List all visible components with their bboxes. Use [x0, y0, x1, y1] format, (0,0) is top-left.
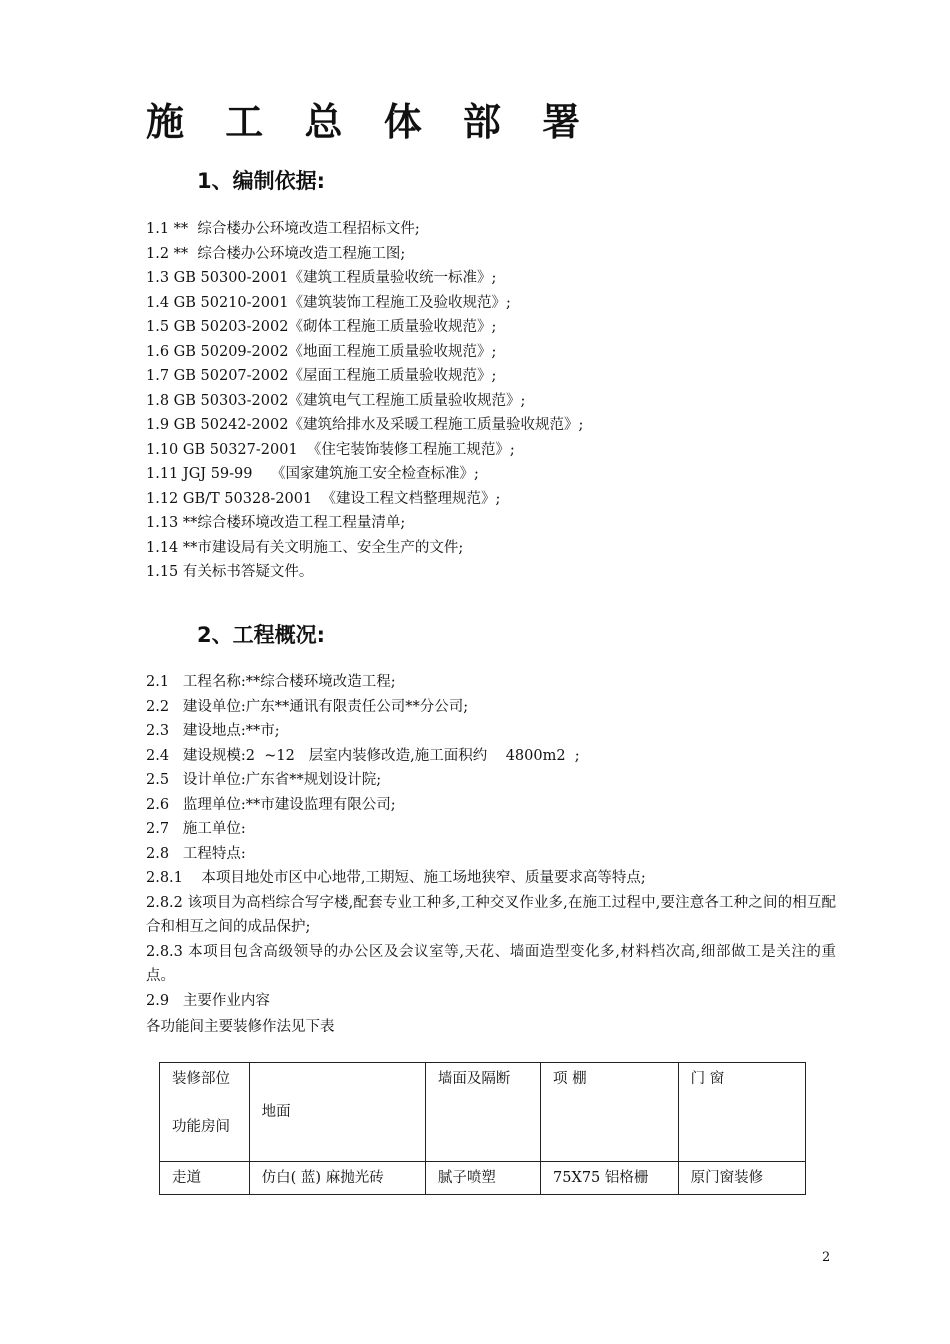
- page-title: 施 工 总 体 部 署: [146, 99, 595, 144]
- cell-door: 原门窗装修: [678, 1162, 805, 1195]
- list-item: 2.5 设计单位:广东省**规划设计院;: [146, 772, 382, 788]
- basis-list: [146, 217, 836, 585]
- list-item: 2.9 主要作业内容: [146, 992, 270, 1009]
- list-item: 1.4 GB 50210-2001《建筑装饰工程施工及验收规范》;: [146, 294, 511, 311]
- table-row: [160, 1162, 806, 1195]
- list-item: 1.14 **市建设局有关文明施工、安全生产的文件;: [146, 539, 464, 556]
- list-item: 1.7 GB 50207-2002《屋面工程施工质量验收规范》;: [146, 368, 497, 384]
- section-heading-basis: 1、编制依据:: [197, 169, 326, 193]
- cell-floor: 仿白( 蓝) 麻抛光砖: [249, 1162, 425, 1195]
- list-item: 1.5 GB 50203-2002《砌体工程施工质量验收规范》;: [146, 319, 497, 335]
- list-item: 2.1 工程名称:**综合楼环境改造工程;: [146, 674, 396, 690]
- list-item: 1.9 GB 50242-2002《建筑给排水及采暖工程施工质量验收规范》;: [146, 417, 584, 433]
- list-item: 1.8 GB 50303-2002《建筑电气工程施工质量验收规范》;: [146, 392, 526, 409]
- list-item: 1.13 **综合楼环境改造工程工程量清单;: [146, 515, 406, 531]
- list-item: 1.1 ** 综合楼办公环境改造工程招标文件;: [146, 221, 420, 237]
- cell-ceiling: 75X75 铝格栅: [541, 1162, 679, 1195]
- header-room-label: 功能房间: [172, 1119, 230, 1135]
- table-intro: 各功能间主要装修作法见下表: [146, 1019, 335, 1035]
- list-item: 2.8.3 本项目包含高级领导的办公区及会议室等,天花、墙面造型变化多,材料档次高,细部做工是关注的重点。: [146, 943, 836, 984]
- list-item: 1.12 GB/T 50328-2001 《建设工程文档整理规范》;: [146, 490, 501, 507]
- list-item: 2.6 监理单位:**市建设监理有限公司;: [146, 796, 396, 813]
- section-heading-overview: 2、工程概况:: [197, 623, 326, 647]
- list-item: 2.3 建设地点:**市;: [146, 723, 280, 739]
- table-header-row: [160, 1063, 806, 1162]
- list-item: 1.15 有关标书答疑文件。: [146, 564, 314, 580]
- decoration-table: [159, 1062, 806, 1195]
- list-item: 2.4 建设规模:2 ~12 层室内装修改造,施工面积约 4800m2 ;: [146, 747, 580, 764]
- list-item: 1.6 GB 50209-2002《地面工程施工质量验收规范》;: [146, 343, 497, 360]
- cell-wall: 腻子喷塑: [425, 1162, 540, 1195]
- list-item: 2.8 工程特点:: [146, 845, 246, 862]
- list-item: 1.10 GB 50327-2001 《住宅装饰装修工程施工规范》;: [146, 441, 515, 458]
- cell-room: 走道: [160, 1162, 250, 1195]
- header-ceiling: 项 棚: [541, 1063, 679, 1162]
- header-diagonal-cell: [160, 1063, 250, 1162]
- page-number: 2: [822, 1250, 831, 1265]
- list-item: 1.3 GB 50300-2001《建筑工程质量验收统一标准》;: [146, 270, 497, 286]
- list-item: 1.11 JGJ 59-99 《国家建筑施工安全检查标准》;: [146, 466, 479, 482]
- header-wall: 墙面及隔断: [425, 1063, 540, 1162]
- list-item: 2.8.2 该项目为高档综合写字楼,配套专业工种多,工种交叉作业多,在施工过程中,要注意各工种之间的相互配合和相互之间的成品保护;: [146, 894, 836, 935]
- overview-list: [146, 670, 836, 1013]
- list-item: 2.8.1 本项目地处市区中心地带,工期短、施工场地狭窄、质量要求高等特点;: [146, 870, 646, 886]
- header-part-label: 装修部位: [172, 1071, 230, 1087]
- list-item: 2.2 建设单位:广东**通讯有限责任公司**分公司;: [146, 698, 469, 715]
- list-item: 1.2 ** 综合楼办公环境改造工程施工图;: [146, 245, 406, 262]
- header-door-window: 门 窗: [678, 1063, 805, 1162]
- header-floor: 地面: [249, 1063, 425, 1162]
- list-item: 2.7 施工单位:: [146, 821, 246, 837]
